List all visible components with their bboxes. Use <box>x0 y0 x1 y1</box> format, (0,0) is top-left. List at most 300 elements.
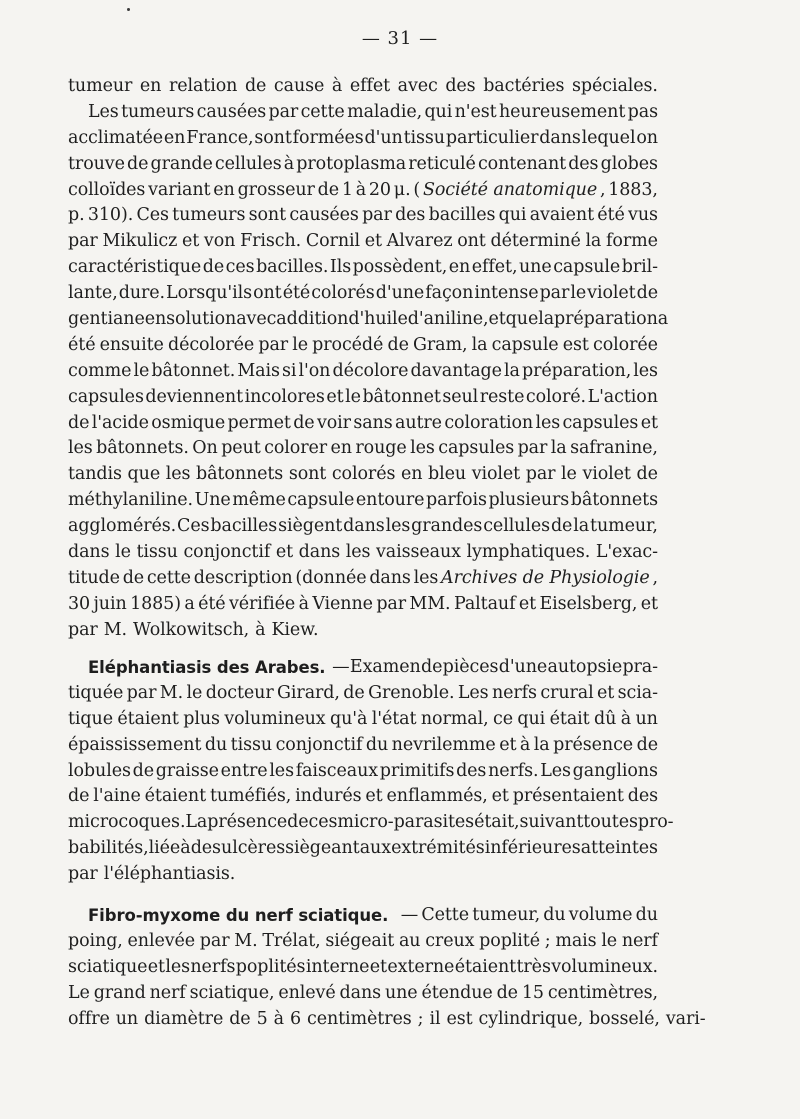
word: interne <box>305 956 370 977</box>
word: particulier <box>445 127 539 148</box>
word: l'aine <box>93 786 141 807</box>
word: lante, <box>68 283 118 304</box>
word: spéciales. <box>572 76 658 96</box>
word: avec <box>236 309 277 330</box>
word: qui <box>498 205 527 226</box>
word: tumeurs <box>172 205 246 226</box>
word: les <box>633 360 658 381</box>
word: davantage <box>410 360 502 381</box>
paragraph-bacteria <box>68 74 669 644</box>
word: d'un <box>364 127 403 148</box>
text-line <box>68 759 658 785</box>
word: étendue <box>421 982 493 1003</box>
word: ces <box>308 812 338 833</box>
word: d'une <box>375 283 425 304</box>
word: capsules <box>562 412 639 433</box>
word: de <box>68 786 90 807</box>
word: mais <box>555 930 597 951</box>
word: seul <box>442 386 479 407</box>
text-line <box>68 307 669 333</box>
word: forme <box>606 231 658 252</box>
word: 15 <box>521 982 544 1003</box>
text-line <box>68 862 658 888</box>
word: violet <box>587 283 636 304</box>
word: si <box>282 360 297 381</box>
word: de <box>132 760 154 781</box>
word: d'huile <box>348 309 408 330</box>
word: ensuite <box>99 334 164 355</box>
text-line <box>68 981 658 1007</box>
word: été <box>198 593 226 614</box>
word: volume <box>568 905 633 925</box>
word: de <box>343 682 365 703</box>
word: et <box>499 734 517 755</box>
word: babilités, <box>68 838 149 859</box>
word: ont <box>457 231 486 252</box>
word: scia- <box>617 682 658 703</box>
text-line <box>68 681 658 707</box>
word: ulcères <box>221 838 286 859</box>
word: les <box>385 516 411 537</box>
section-heading: Fibro-myxome du nerf sciatique. <box>88 906 389 925</box>
word: bâtonnet. <box>151 360 236 381</box>
word: ( <box>413 179 421 200</box>
word: dans <box>539 127 581 148</box>
word: reste <box>479 386 525 407</box>
word: par <box>362 205 392 226</box>
word: reticulé <box>408 153 476 174</box>
word: μ. <box>393 179 411 200</box>
italic-citation: Archives de Physiologie <box>441 567 650 588</box>
italic-citation: Société anatomique <box>422 179 598 200</box>
word: l'état <box>371 708 417 729</box>
word: des <box>395 205 426 226</box>
word: cylindrique, <box>478 1008 584 1029</box>
word: par <box>258 334 289 355</box>
word: Les <box>457 682 489 703</box>
word: siégeait <box>325 930 395 951</box>
word: bleu <box>428 464 467 485</box>
word: titude <box>68 567 120 588</box>
word: sciatique, <box>189 982 275 1003</box>
text-line <box>68 566 658 592</box>
word: tumeurs <box>121 101 195 122</box>
word: bacilles. <box>256 257 329 278</box>
word: nerfs <box>190 956 236 977</box>
text-line <box>68 203 658 229</box>
word: 1 <box>341 179 353 200</box>
word: de <box>244 76 267 96</box>
word: présence <box>207 812 288 833</box>
word: conjonctif <box>183 542 271 563</box>
word: enlevée <box>127 930 196 951</box>
word: le <box>115 542 131 563</box>
word: nerf <box>621 930 658 951</box>
word: Vienne <box>312 593 373 614</box>
word: Cornil <box>305 231 360 252</box>
word: n'est <box>454 101 497 122</box>
section-heading: Eléphantiasis des Arabes. <box>88 658 326 677</box>
word: en <box>163 127 186 148</box>
word: L'exac- <box>595 542 658 563</box>
word: l'éléphantiasis. <box>103 864 236 885</box>
word: volumineux. <box>551 956 658 977</box>
word: été <box>282 283 311 304</box>
word: bâtonnets. <box>96 438 189 459</box>
word: colorés <box>311 283 375 304</box>
word: au <box>398 930 421 951</box>
word: voir <box>316 412 351 433</box>
word: enflammés, <box>386 786 488 807</box>
word: tissu <box>230 734 273 755</box>
word: conjonctif <box>275 734 363 755</box>
word: trouve <box>68 153 125 174</box>
word: diamètre <box>144 1008 224 1029</box>
word: nevrilemme <box>391 734 496 755</box>
word: et <box>488 309 506 330</box>
word: en <box>144 309 167 330</box>
word: creux <box>425 930 475 951</box>
word: lymphatiques. <box>466 542 591 563</box>
word: la <box>573 516 590 537</box>
word: une <box>384 982 418 1003</box>
word: préparation, <box>522 360 632 381</box>
word: deviennent <box>145 386 244 407</box>
word: et <box>491 786 509 807</box>
word: procédé <box>312 334 384 355</box>
word: bactéries <box>483 76 565 96</box>
word: Gram, <box>413 334 468 355</box>
word: poplités <box>235 956 306 977</box>
word: causées <box>289 205 359 226</box>
word: nerf <box>149 982 186 1003</box>
word: On <box>192 438 218 459</box>
word: Mais <box>237 360 280 381</box>
word: la <box>538 309 555 330</box>
word: le <box>345 386 361 407</box>
word: pro- <box>637 812 674 833</box>
word: tiquée <box>68 682 124 703</box>
text-line <box>68 655 658 681</box>
word: suivant <box>519 812 584 833</box>
word: une <box>519 257 552 278</box>
word: poplité <box>479 930 540 951</box>
word: vari- <box>665 1008 706 1029</box>
word: on <box>636 127 658 148</box>
word: capsule <box>491 334 559 355</box>
word: du <box>635 905 658 925</box>
word: 1883, <box>608 179 658 200</box>
text-line <box>68 592 658 618</box>
word: M. <box>234 930 258 951</box>
word: le <box>601 930 618 951</box>
word: cellules <box>214 153 282 174</box>
word: de <box>68 412 90 433</box>
word: heureusement <box>498 101 626 122</box>
word: été <box>68 334 96 355</box>
word: — <box>332 657 350 677</box>
word: ; <box>544 930 551 951</box>
word: Lorsqu'ils <box>166 283 253 304</box>
text-line <box>68 178 658 204</box>
word: par <box>68 864 98 885</box>
word: colorer <box>264 438 328 459</box>
word: dans <box>339 982 382 1003</box>
word: a <box>184 593 195 614</box>
word: safranine, <box>570 438 658 459</box>
paragraph-fibro-myxome <box>68 903 706 1032</box>
word: dans <box>298 542 341 563</box>
paragraph-elephantiasis <box>68 655 674 888</box>
word: ; <box>417 1008 424 1029</box>
word: et <box>147 956 165 977</box>
word: rouge <box>355 438 407 459</box>
word: était, <box>474 812 520 833</box>
word: un <box>115 1008 139 1029</box>
word: de <box>293 412 315 433</box>
word: à <box>255 619 266 640</box>
word: de <box>127 153 149 174</box>
word: Cette <box>421 905 469 925</box>
word: bacilles <box>210 516 278 537</box>
word: vaisseaux <box>376 542 461 563</box>
word: de <box>636 734 658 755</box>
word: avaient <box>529 205 595 226</box>
word: 310). <box>87 205 134 226</box>
word: et <box>518 593 537 614</box>
word: déterminé <box>490 231 581 252</box>
word: que <box>127 464 161 485</box>
word: colorée <box>593 334 658 355</box>
word: de <box>420 657 443 677</box>
word: autre <box>394 412 442 433</box>
word: incolores <box>244 386 325 407</box>
word: colloïdes <box>68 179 146 200</box>
word: tuméfiés, <box>209 786 292 807</box>
word: bosselé, <box>589 1008 660 1029</box>
word: osmique <box>151 412 226 433</box>
word: vus <box>628 205 658 226</box>
word: cette <box>146 567 191 588</box>
word: ce <box>493 708 513 729</box>
word: sans <box>353 412 393 433</box>
word: en <box>400 464 423 485</box>
word: nerfs <box>491 682 537 703</box>
word: un <box>635 708 658 729</box>
word: coloration <box>444 412 534 433</box>
word: inférieures <box>484 838 581 859</box>
word: gentiane <box>68 309 145 330</box>
word: Wolkowitsch, <box>133 619 250 640</box>
word: capsules <box>68 386 144 407</box>
word: Grenoble. <box>368 682 455 703</box>
word: décolore <box>332 360 409 381</box>
word: Trélat, <box>262 930 321 951</box>
word: avec <box>397 76 438 96</box>
word: des <box>445 76 476 96</box>
word: effet, <box>471 257 518 278</box>
word: — <box>400 905 419 925</box>
word: épaississement <box>68 734 202 755</box>
word: par <box>376 593 407 614</box>
word: Paltauf <box>453 593 516 614</box>
word: Alvarez <box>386 231 453 252</box>
word: que <box>505 309 539 330</box>
word: la <box>533 734 550 755</box>
word: 5 <box>256 1008 268 1029</box>
text-line <box>68 784 658 810</box>
word: grande <box>150 153 213 174</box>
page-number: — 31 — <box>361 28 439 49</box>
word: plusieurs <box>488 490 570 511</box>
word: Ces <box>177 516 210 537</box>
word: lobules <box>68 760 131 781</box>
word: variant <box>148 179 211 200</box>
word: qui <box>517 708 546 729</box>
word: L'action <box>587 386 658 407</box>
word: plus <box>183 708 220 729</box>
text-line <box>68 540 658 566</box>
word: grand <box>93 982 146 1003</box>
word: de <box>122 567 145 588</box>
word: comme <box>68 360 132 381</box>
word: à <box>283 153 295 174</box>
word: de <box>550 516 573 537</box>
word: p. <box>68 205 85 226</box>
text-line <box>68 333 658 359</box>
word: des <box>627 786 658 807</box>
word: Ces <box>136 205 169 226</box>
word: à <box>180 838 191 859</box>
text-line <box>68 152 658 178</box>
word: même <box>232 490 286 511</box>
word: tissu <box>403 127 445 148</box>
word: atteintes <box>580 838 658 859</box>
word: présentaient <box>512 786 624 807</box>
word: des <box>568 153 599 174</box>
word: et <box>181 231 200 252</box>
text-line <box>68 359 658 385</box>
word: de <box>496 982 518 1003</box>
word: de <box>636 464 658 485</box>
word: MM. <box>409 593 451 614</box>
word: tique <box>68 708 113 729</box>
word: intense <box>474 283 539 304</box>
word: Mikulicz <box>102 231 178 252</box>
word: tissu <box>136 542 178 563</box>
text-line <box>68 707 658 733</box>
word: sciatique <box>68 956 148 977</box>
scan-speck <box>127 8 130 11</box>
word: d'une <box>498 657 548 677</box>
word: causées <box>196 101 267 122</box>
word: graisse <box>155 760 219 781</box>
word: les <box>345 542 371 563</box>
word: crural <box>540 682 594 703</box>
word: faisceaux <box>295 760 379 781</box>
word: dans <box>68 542 110 563</box>
word: les <box>413 567 439 588</box>
word: possèdent, <box>352 257 448 278</box>
text-line <box>68 836 658 862</box>
text-line <box>68 514 658 540</box>
word: globes <box>600 153 658 174</box>
word: et <box>326 386 344 407</box>
word: étaient <box>117 708 179 729</box>
word: préparation <box>554 309 658 330</box>
word: les <box>165 956 190 977</box>
word: offre <box>68 1008 110 1029</box>
word: et <box>369 956 387 977</box>
word: présence <box>553 734 634 755</box>
word: de <box>229 1008 251 1029</box>
word: capsule <box>553 257 621 278</box>
word: violet <box>582 464 631 485</box>
word: à <box>355 179 367 200</box>
word: effet <box>349 76 391 96</box>
word: tandis <box>68 464 122 485</box>
word: par <box>199 930 230 951</box>
word: autopsie <box>547 657 623 677</box>
word: a <box>657 309 669 330</box>
word: La <box>185 812 208 833</box>
word: relation <box>168 76 238 96</box>
word: Frisch. <box>240 231 302 252</box>
word: vérifiée <box>228 593 296 614</box>
text-line <box>68 126 658 152</box>
text-line <box>68 733 658 759</box>
word: en <box>448 257 471 278</box>
word: de <box>317 179 340 200</box>
text-line <box>68 100 658 126</box>
word: façon <box>425 283 474 304</box>
text-line <box>68 903 658 929</box>
word: par <box>68 619 98 640</box>
word: centimètres <box>307 1008 412 1029</box>
word: ces <box>225 257 255 278</box>
word: extrémités <box>391 838 485 859</box>
word: des <box>456 760 487 781</box>
word: bril- <box>621 257 658 278</box>
word: l'acide <box>91 412 149 433</box>
word: M. <box>159 682 184 703</box>
word: d'aniline, <box>407 309 489 330</box>
word: la <box>585 231 602 252</box>
word: ont <box>253 283 282 304</box>
text-line <box>68 385 658 411</box>
word: 30 <box>68 593 91 614</box>
word: coloré. <box>525 386 586 407</box>
word: par <box>517 438 548 459</box>
text-line <box>68 411 658 437</box>
word: lequel <box>581 127 636 148</box>
word: grosseur <box>237 179 315 200</box>
word: , <box>652 567 658 588</box>
word: et <box>364 231 382 252</box>
word: addition <box>276 309 349 330</box>
word: pra- <box>622 657 658 677</box>
text-line <box>68 255 658 281</box>
word: le <box>186 682 203 703</box>
word: par <box>539 283 570 304</box>
word: M. <box>103 619 127 640</box>
word: et <box>275 542 294 563</box>
word: du <box>543 905 566 925</box>
word: et <box>597 682 615 703</box>
word: agglomérés. <box>68 516 177 537</box>
word: normal, <box>420 708 489 729</box>
word: dans <box>343 516 385 537</box>
